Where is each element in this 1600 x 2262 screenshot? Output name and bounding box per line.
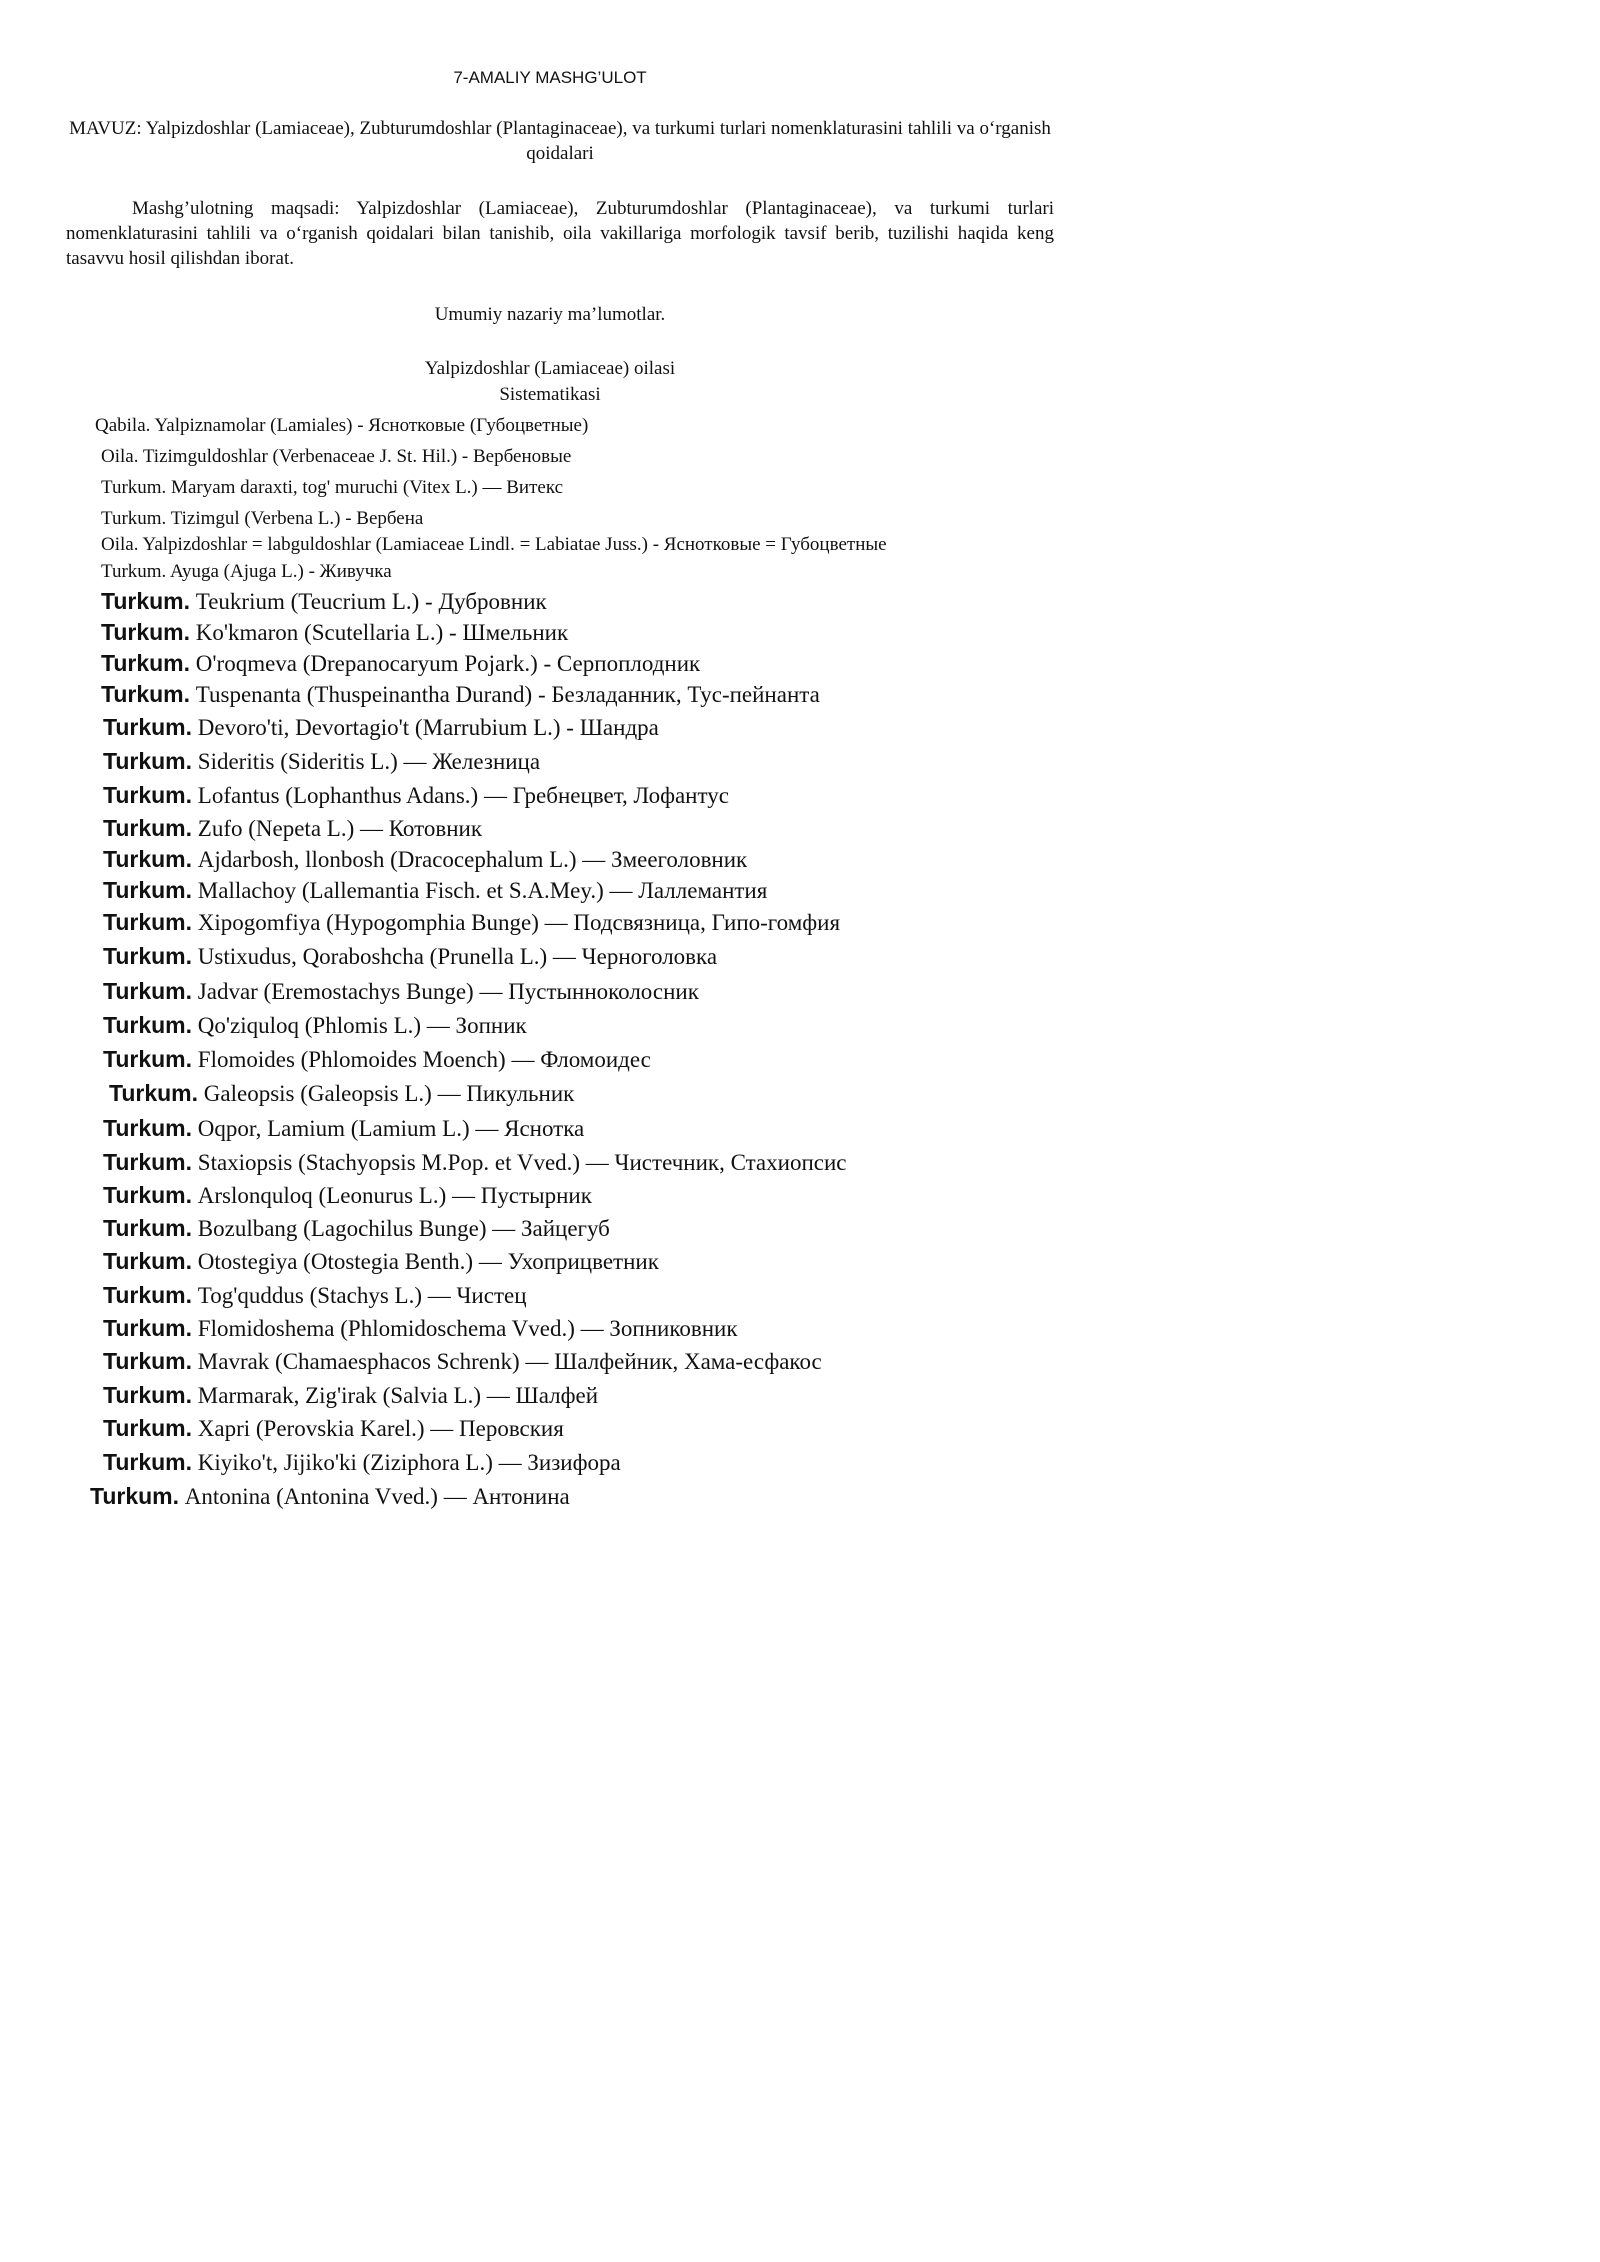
genus-name: Jadvar (Eremostachys Bunge) — Пустынноколосник <box>197 979 699 1004</box>
genus-line <box>103 909 840 936</box>
genus-prefix: Turkum. <box>103 1115 193 1141</box>
genus-prefix: Turkum. <box>101 650 191 676</box>
genus-prefix: Turkum. <box>90 1483 180 1509</box>
genus-name: Mallachoy (Lallemantia Fisch. et S.A.Mey.) — Лаллемантия <box>197 878 768 903</box>
genus-line <box>103 877 767 904</box>
document-page <box>0 0 1100 1556</box>
genus-line <box>103 846 747 873</box>
genus-prefix: Turkum. <box>103 1382 193 1408</box>
genus-line <box>103 1182 592 1209</box>
genus-line <box>103 1046 651 1073</box>
genus-prefix: Turkum. <box>103 877 193 903</box>
purpose-paragraph: Mashg’ulotning maqsadi: Yalpizdoshlar (Lamiaceae), Zubturumdoshlar (Plantaginaceae), va turkumi turlari nomenklaturasini tahlili va o‘rganish qoidalari bilan tanishib, oila vakillariga morfologik tavsif berib, tuzilishi haqida keng tasavvu hosil qilishdan iborat. <box>66 198 1054 269</box>
genus-name: Ustixudus, Qoraboshcha (Prunella L.) — Черноголовка <box>197 944 718 969</box>
genus-line <box>103 1012 527 1039</box>
genus-line <box>109 1080 574 1107</box>
genus-name: Bozulbang (Lagochilus Bunge) — Зайцегуб <box>197 1216 610 1241</box>
genus-prefix: Turkum. <box>103 1215 193 1241</box>
genus-line <box>90 1483 570 1510</box>
genus-prefix: Turkum. <box>103 815 193 841</box>
genus-name: Teukrium (Teucrium L.) - Дубровник <box>195 589 547 614</box>
genus-line <box>101 588 547 615</box>
genus-line <box>103 1449 621 1476</box>
genus-prefix: Turkum. <box>103 846 193 872</box>
genus-name: Kiyiko't, Jijiko'ki (Ziziphora L.) — Зизифора <box>197 1450 621 1475</box>
genus-name: Xapri (Perovskia Karel.) — Перовския <box>197 1416 564 1441</box>
systematics-line: Turkum. Tizimgul (Verbena L.) - Вербена <box>101 508 424 529</box>
genus-prefix: Turkum. <box>101 588 191 614</box>
genus-name: Flomidoshema (Phlomidoschema Vved.) — Зопниковник <box>197 1316 738 1341</box>
genus-prefix: Turkum. <box>103 1046 193 1072</box>
general-info-heading: Umumiy nazariy ma’lumotlar. <box>434 304 666 325</box>
systematics-line: Oila. Tizimguldoshlar (Verbenaceae J. St. Hil.) - Вербеновые <box>101 446 572 467</box>
systematics-line: Qabila. Yalpiznamolar (Lamiales) - Яснотковые (Губоцветные) <box>95 415 589 436</box>
genus-name: Sideritis (Sideritis L.) — Железница <box>197 749 541 774</box>
genus-name: Arslonquloq (Leonurus L.) — Пустырник <box>197 1183 592 1208</box>
genus-line <box>103 978 699 1005</box>
genus-name: Flomoides (Phlomoides Moench) — Фломоидес <box>197 1047 651 1072</box>
genus-line <box>103 1348 822 1375</box>
systematics-heading: Sistematikasi <box>499 384 601 405</box>
genus-line <box>103 1382 598 1409</box>
genus-line <box>103 815 482 842</box>
genus-name: Lofantus (Lophanthus Adans.) — Гребнецвет, Лофантус <box>197 783 729 808</box>
genus-name: Tog'quddus (Stachys L.) — Чистец <box>197 1283 527 1308</box>
genus-prefix: Turkum. <box>103 1182 193 1208</box>
genus-line <box>103 1282 527 1309</box>
genus-name: Tuspenanta (Thuspeinantha Durand) - Безладанник, Тус-пейнанта <box>195 682 820 707</box>
systematics-line: Turkum. Maryam daraxti, tog' muruchi (Vitex L.) — Витекс <box>101 477 564 498</box>
family-heading: Yalpizdoshlar (Lamiaceae) oilasi <box>424 358 676 379</box>
genus-line <box>101 650 700 677</box>
genus-prefix: Turkum. <box>103 1282 193 1308</box>
genus-name: Ko'kmaron (Scutellaria L.) - Шмельник <box>195 620 569 645</box>
genus-line <box>101 681 820 708</box>
genus-prefix: Turkum. <box>103 714 193 740</box>
genus-name: Ajdarbosh, llonbosh (Dracocephalum L.) — Змееголовник <box>197 847 748 872</box>
genus-name: O'roqmeva (Drepanocaryum Pojark.) - Серпоплодник <box>195 651 701 676</box>
genus-name: Qo'ziquloq (Phlomis L.) — Зопник <box>197 1013 527 1038</box>
genus-prefix: Turkum. <box>101 619 191 645</box>
genus-line <box>103 714 659 741</box>
genus-line <box>103 748 540 775</box>
genus-name: Otostegiya (Otostegia Benth.) — Ухоприцветник <box>197 1249 659 1274</box>
genus-prefix: Turkum. <box>103 1012 193 1038</box>
genus-line <box>103 1415 564 1442</box>
genus-name: Oqpor, Lamium (Lamium L.) — Яснотка <box>197 1116 585 1141</box>
genus-name: Staxiopsis (Stachyopsis M.Pop. et Vved.) — Чистечник, Стахиопсис <box>197 1150 847 1175</box>
genus-name: Mavrak (Chamaesphacos Schrenk) — Шалфейник, Хама-есфакос <box>197 1349 822 1374</box>
theme-heading: MAVUZ: Yalpizdoshlar (Lamiaceae), Zubturumdoshlar (Plantaginaceae), va turkumi turlari nomenklaturasini tahlili va o‘rganish qoidalari <box>69 118 1051 164</box>
genus-name: Galeopsis (Galeopsis L.) — Пикульник <box>203 1081 575 1106</box>
genus-prefix: Turkum. <box>103 782 193 808</box>
genus-prefix: Turkum. <box>103 1348 193 1374</box>
genus-name: Xipogomfiya (Hypogomphia Bunge) — Подсвязница, Гипо-гомфия <box>197 910 841 935</box>
genus-line <box>103 943 717 970</box>
systematics-line: Turkum. Ayuga (Ajuga L.) - Живучка <box>101 561 392 582</box>
systematics-line: Oila. Yalpizdoshlar = labguldoshlar (Lamiaceae Lindl. = Labiatae Juss.) - Яснотковые = Губоцветные <box>101 534 887 555</box>
genus-prefix: Turkum. <box>103 1315 193 1341</box>
genus-prefix: Turkum. <box>103 909 193 935</box>
document-title: 7-AMALIY MASHG’ULOT <box>453 68 647 87</box>
genus-prefix: Turkum. <box>103 1149 193 1175</box>
genus-line <box>101 619 568 646</box>
genus-line <box>103 1115 584 1142</box>
genus-line <box>103 1149 847 1176</box>
genus-line <box>103 1248 659 1275</box>
genus-prefix: Turkum. <box>109 1080 199 1106</box>
genus-prefix: Turkum. <box>103 978 193 1004</box>
genus-prefix: Turkum. <box>103 1248 193 1274</box>
genus-name: Antonina (Antonina Vved.) — Антонина <box>184 1484 570 1509</box>
genus-line <box>103 1315 738 1342</box>
genus-line <box>103 1215 610 1242</box>
genus-prefix: Turkum. <box>101 681 191 707</box>
genus-prefix: Turkum. <box>103 943 193 969</box>
genus-prefix: Turkum. <box>103 1415 193 1441</box>
genus-name: Zufo (Nepeta L.) — Котовник <box>197 816 483 841</box>
genus-prefix: Turkum. <box>103 1449 193 1475</box>
genus-line <box>103 782 729 809</box>
genus-name: Marmarak, Zig'irak (Salvia L.) — Шалфей <box>197 1383 599 1408</box>
genus-prefix: Turkum. <box>103 748 193 774</box>
genus-name: Devoro'ti, Devortagio't (Marrubium L.) - Шандра <box>197 715 659 740</box>
